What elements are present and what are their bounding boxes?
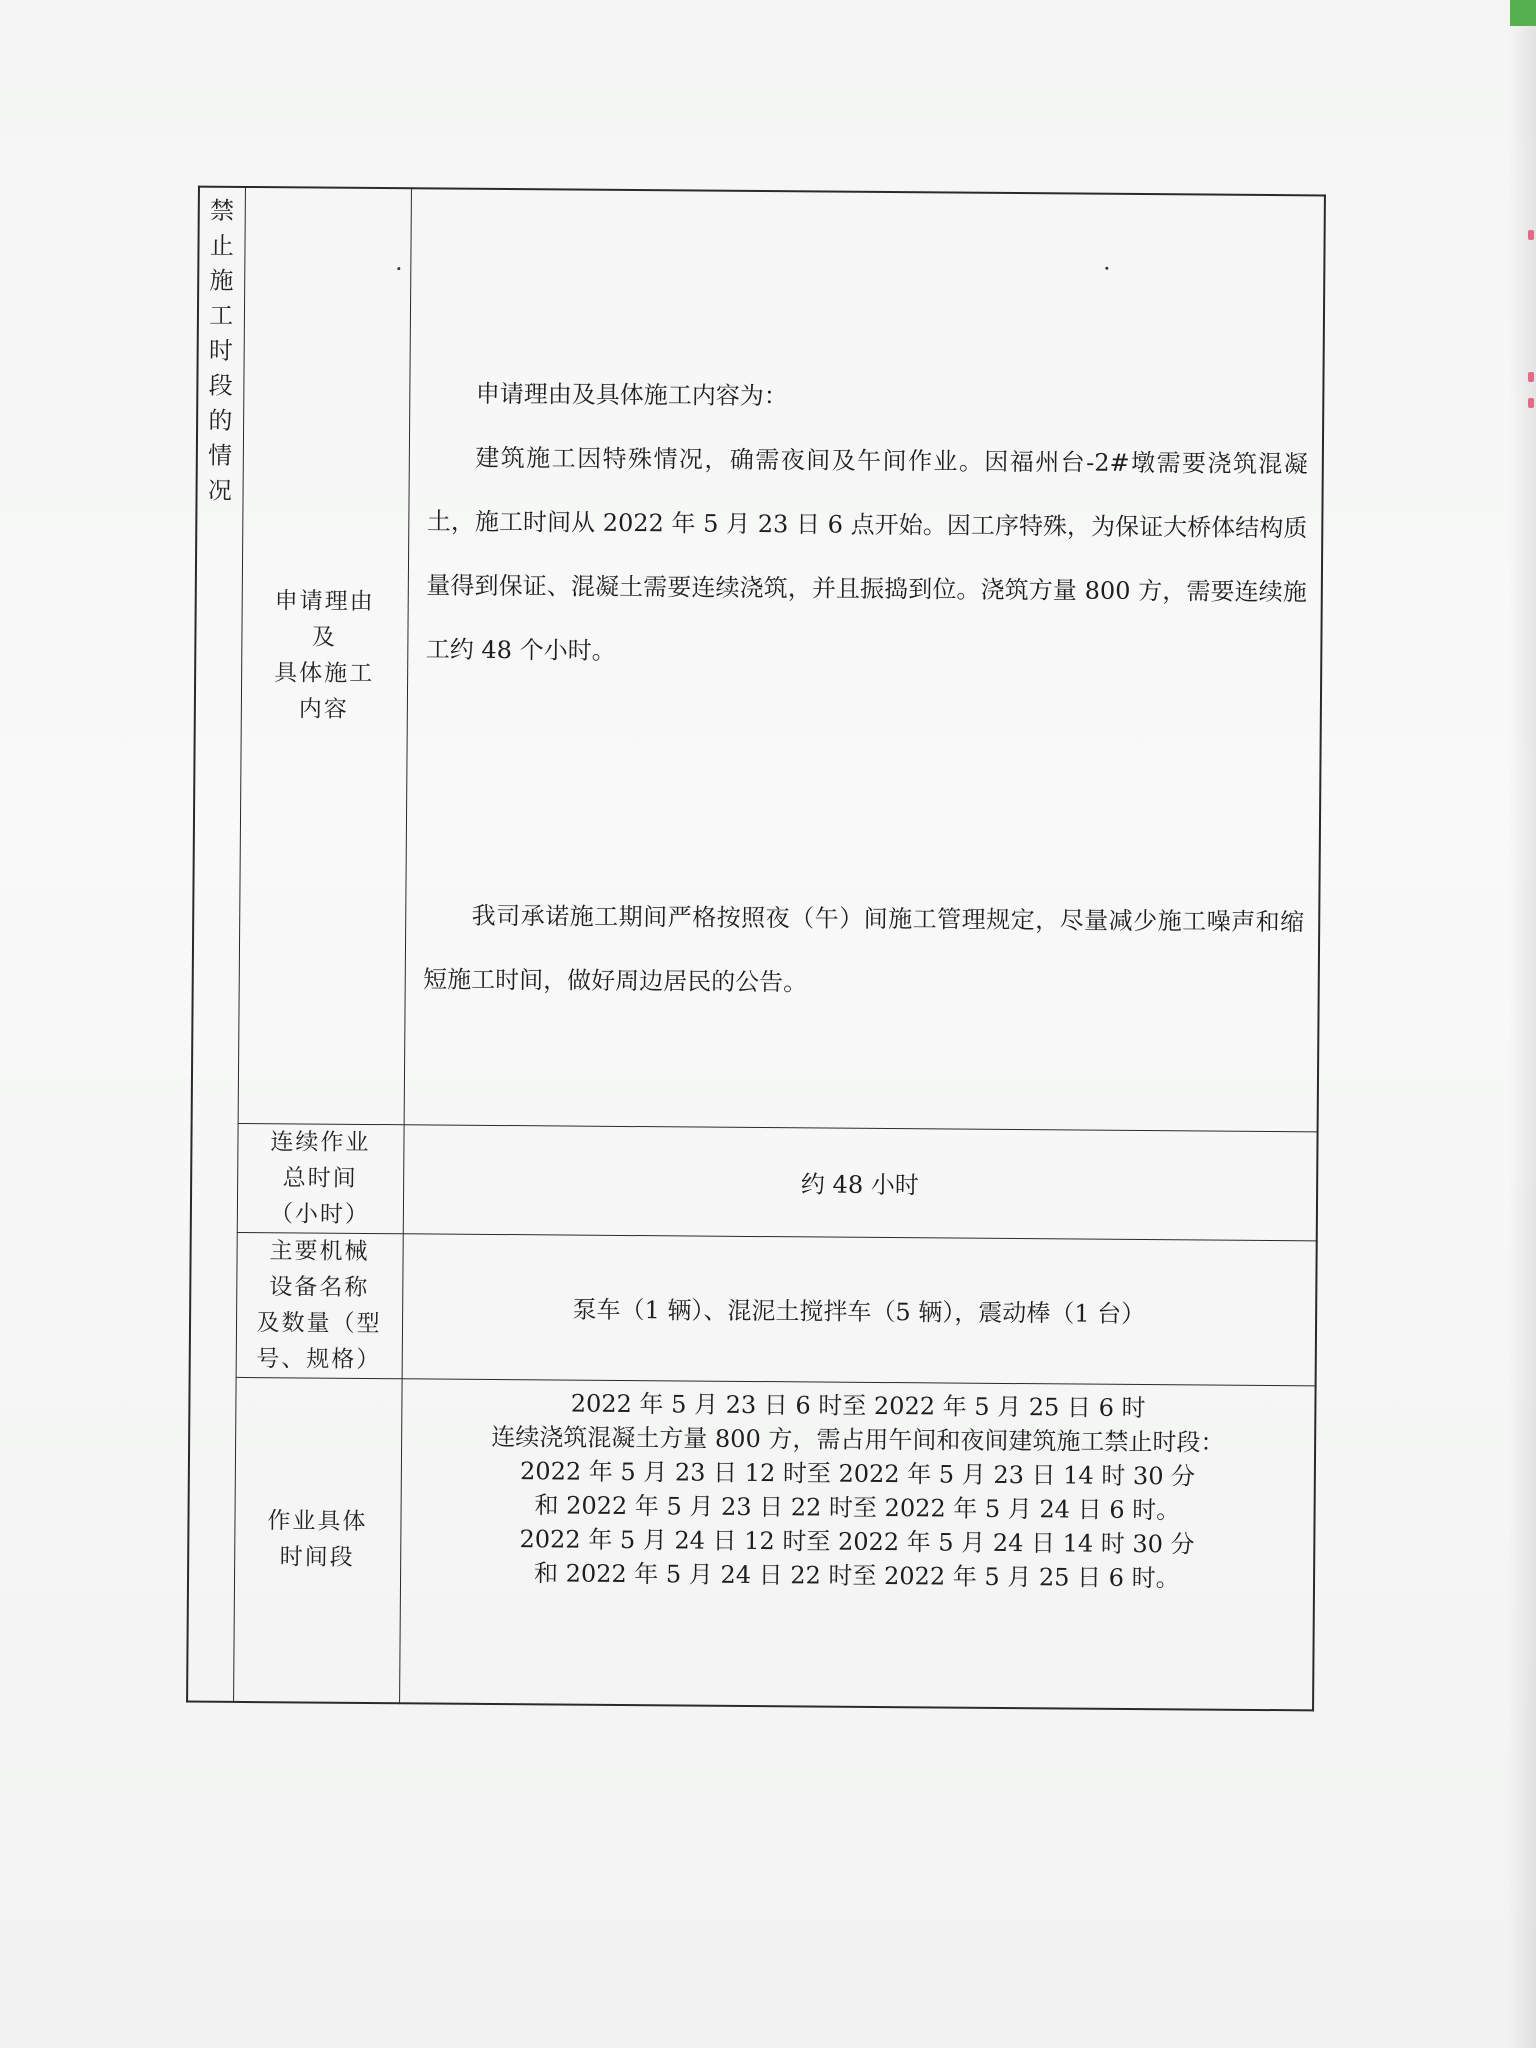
equipment-label-line: 及数量（型 xyxy=(256,1309,382,1337)
speck xyxy=(397,267,400,270)
side-header-char: 施 xyxy=(209,266,234,295)
side-header-char: 止 xyxy=(209,231,234,260)
duration-label-line: 总时间 xyxy=(282,1164,358,1192)
reason-label-line: 申请理由 xyxy=(274,588,375,616)
corner-tab xyxy=(1510,0,1536,26)
reason-content-cell xyxy=(404,188,1325,1131)
duration-row xyxy=(191,1123,1318,1241)
reason-body: 建筑施工因特殊情况，确需夜间及午间作业。因福州台-2#墩需要浇筑混凝土，施工时间从 2022 年 5 月 23 日 6 点开始。因工序特殊，为保证大桥体结构质量得到保证、混凝土需要连续浇筑，并且振捣到位。浇筑方量 800 方，需要连续施工约 48 个小时。 xyxy=(425,443,1308,665)
duration-label-line: （小时） xyxy=(269,1200,371,1228)
construction-time-form-table xyxy=(186,186,1326,1712)
reason-label-line: 具体施工 xyxy=(274,660,375,688)
reason-label-line: 及 xyxy=(311,624,338,651)
duration-label-cell xyxy=(237,1123,404,1233)
edge-mark xyxy=(1528,230,1534,240)
paper-edge-shadow xyxy=(1508,0,1536,2048)
commitment-text: 我司承诺施工期间严格按照夜（午）间施工管理规定，尽量减少施工噪声和缩短施工时间，做好周边居民的公告。 xyxy=(423,901,1305,997)
schedule-label-cell xyxy=(233,1377,402,1703)
equipment-value: 泵车（1 辆）、混泥土搅拌车（5 辆），震动棒（1 台） xyxy=(402,1233,1317,1385)
reason-label-line: 内容 xyxy=(298,696,349,724)
schedule-line: 2022 年 5 月 23 日 12 时至 2022 年 5 月 23 日 14 时 30 分 xyxy=(519,1456,1196,1490)
schedule-line: 和 2022 年 5 月 24 日 22 时至 2022 年 5 月 25 日 6 时。 xyxy=(533,1558,1180,1592)
schedule-label-line: 作业具体 xyxy=(267,1508,368,1536)
side-header-char: 工 xyxy=(209,301,234,330)
reason-label-cell xyxy=(238,187,411,1124)
schedule-line: 2022 年 5 月 23 日 6 时至 2022 年 5 月 25 日 6 时 xyxy=(570,1389,1146,1422)
equipment-label-line: 设备名称 xyxy=(269,1273,370,1301)
speck xyxy=(1105,267,1108,270)
side-header-char: 禁 xyxy=(209,196,235,225)
schedule-label-line: 时间段 xyxy=(279,1544,355,1572)
equipment-row xyxy=(190,1232,1317,1386)
equipment-label-line: 号、规格） xyxy=(256,1345,382,1373)
equipment-label-line: 主要机械 xyxy=(269,1237,370,1265)
duration-label-line: 连续作业 xyxy=(270,1128,371,1156)
side-header-char: 段 xyxy=(208,371,233,400)
equipment-label-cell xyxy=(236,1232,403,1378)
schedule-row xyxy=(187,1377,1316,1711)
side-header-char: 的 xyxy=(208,406,233,435)
side-header-char: 时 xyxy=(208,336,234,365)
edge-mark xyxy=(1528,372,1534,382)
reason-row xyxy=(192,187,1325,1132)
schedule-line: 和 2022 年 5 月 23 日 22 时至 2022 年 5 月 24 日 6 时。 xyxy=(534,1490,1181,1524)
schedule-line: 连续浇筑混凝土方量 800 方，需占用午间和夜间建筑施工禁止时段： xyxy=(491,1422,1225,1457)
side-header-char: 况 xyxy=(207,476,232,505)
schedule-line: 2022 年 5 月 24 日 12 时至 2022 年 5 月 24 日 14 时 30 分 xyxy=(519,1524,1195,1558)
reason-intro: 申请理由及具体施工内容为： xyxy=(475,379,788,411)
edge-mark xyxy=(1528,398,1534,408)
duration-value: 约 48 小时 xyxy=(403,1124,1318,1240)
schedule-value-cell xyxy=(399,1378,1316,1710)
side-header-char: 情 xyxy=(207,441,233,470)
